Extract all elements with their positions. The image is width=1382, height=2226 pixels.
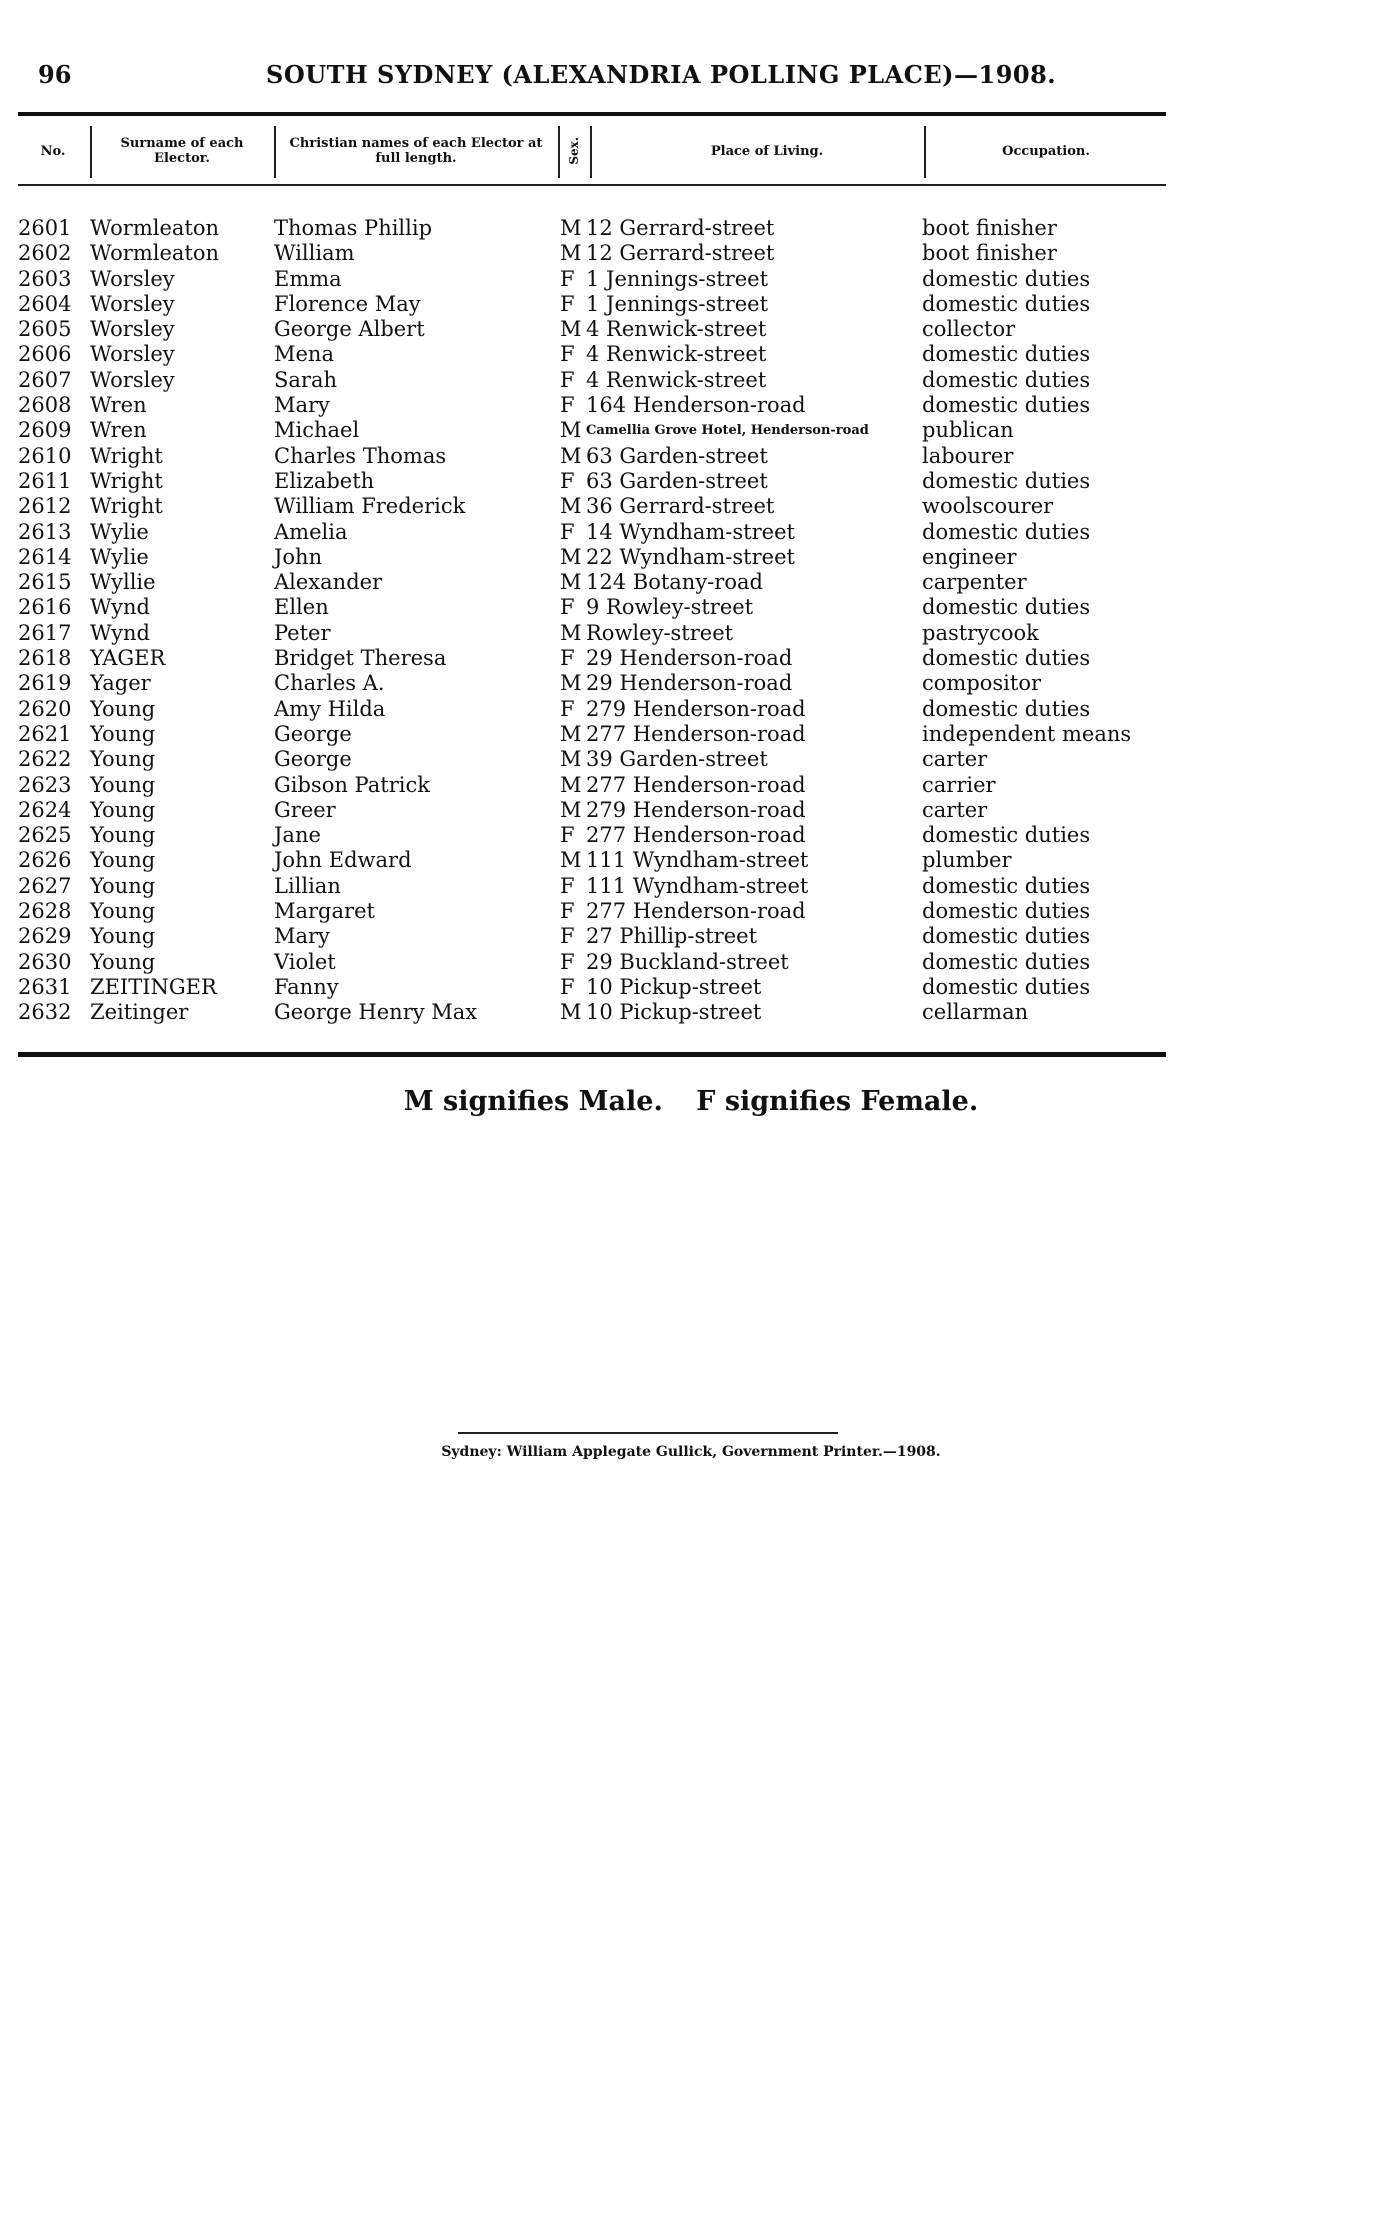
elector-sex: F — [560, 974, 575, 999]
elector-sex: M — [560, 241, 582, 266]
table-row — [18, 899, 1166, 924]
column-divider — [90, 126, 92, 178]
elector-place: 4 Renwick-street — [586, 367, 767, 392]
elector-place: 29 Buckland-street — [586, 949, 789, 974]
elector-sex: M — [560, 216, 582, 240]
table-row — [18, 342, 1166, 367]
elector-sex: F — [560, 595, 575, 620]
elector-surname: Wynd — [90, 595, 150, 620]
elector-occupation: domestic duties — [922, 873, 1091, 898]
table-row — [18, 520, 1166, 545]
elector-number: 2628 — [18, 899, 72, 924]
elector-number: 2630 — [18, 949, 72, 974]
table-row — [18, 950, 1166, 975]
elector-place: 39 Garden-street — [586, 747, 768, 772]
elector-sex: M — [560, 671, 582, 696]
elector-number: 2614 — [18, 544, 72, 569]
elector-given-names: Margaret — [274, 899, 375, 924]
elector-sex: F — [560, 367, 575, 392]
elector-place: 36 Gerrard-street — [586, 494, 775, 519]
elector-sex: M — [560, 1000, 582, 1025]
elector-number: 2613 — [18, 519, 72, 544]
elector-surname: Young — [90, 797, 156, 822]
elector-surname: Worsley — [90, 291, 175, 316]
elector-number: 2617 — [18, 620, 72, 645]
table-row — [18, 368, 1166, 393]
elector-place: Rowley-street — [586, 620, 734, 645]
elector-occupation: collector — [922, 317, 1016, 342]
elector-sex: F — [560, 646, 575, 671]
elector-given-names: Violet — [274, 949, 336, 974]
elector-occupation: domestic duties — [922, 949, 1091, 974]
table-row — [18, 975, 1166, 1000]
elector-occupation: labourer — [922, 443, 1014, 468]
elector-sex: F — [560, 468, 575, 493]
elector-surname: Young — [90, 873, 156, 898]
elector-given-names: Alexander — [274, 570, 383, 595]
elector-number: 2616 — [18, 595, 72, 620]
elector-sex: M — [560, 570, 582, 595]
elector-number: 2619 — [18, 671, 72, 696]
table-row — [18, 216, 1166, 241]
elector-surname: Young — [90, 747, 156, 772]
elector-place: 10 Pickup-street — [586, 974, 762, 999]
elector-number: 2601 — [18, 216, 72, 240]
elector-number: 2627 — [18, 873, 72, 898]
elector-occupation: domestic duties — [922, 696, 1091, 721]
elector-given-names: Jane — [274, 823, 321, 848]
elector-surname: ZEITINGER — [90, 974, 217, 999]
column-divider — [274, 126, 276, 178]
elector-place: 277 Henderson-road — [586, 721, 806, 746]
table-row — [18, 823, 1166, 848]
elector-number: 2615 — [18, 570, 72, 595]
elector-number: 2603 — [18, 266, 72, 291]
elector-sex: F — [560, 949, 575, 974]
elector-surname: Zeitinger — [90, 1000, 189, 1025]
elector-place: 124 Botany-road — [586, 570, 763, 595]
elector-surname: Wright — [90, 468, 163, 493]
elector-surname: Young — [90, 721, 156, 746]
elector-place: Camellia Grove Hotel, Henderson-road — [586, 423, 869, 439]
elector-sex: M — [560, 317, 582, 342]
table-row — [18, 267, 1166, 292]
printer-imprint: Sydney: William Applegate Gullick, Government Printer.—1908. — [441, 1444, 941, 1460]
elector-place: 277 Henderson-road — [586, 823, 806, 848]
elector-place: 63 Garden-street — [586, 468, 768, 493]
elector-number: 2622 — [18, 747, 72, 772]
elector-given-names: Greer — [274, 797, 336, 822]
table-row — [18, 545, 1166, 570]
elector-surname: Wyllie — [90, 570, 156, 595]
table-row — [18, 595, 1166, 620]
elector-occupation: engineer — [922, 544, 1017, 569]
elector-place: 111 Wyndham-street — [586, 848, 809, 873]
elector-surname: Wren — [90, 393, 147, 418]
elector-occupation: domestic duties — [922, 899, 1091, 924]
column-headers — [18, 120, 1166, 184]
elector-occupation: compositor — [922, 671, 1042, 696]
elector-number: 2606 — [18, 342, 72, 367]
elector-surname: Young — [90, 848, 156, 873]
elector-number: 2608 — [18, 393, 72, 418]
elector-number: 2605 — [18, 317, 72, 342]
elector-number: 2609 — [18, 418, 72, 443]
elector-place: 63 Garden-street — [586, 443, 768, 468]
elector-sex: M — [560, 418, 582, 443]
elector-surname: Wylie — [90, 544, 149, 569]
elector-number: 2626 — [18, 848, 72, 873]
elector-occupation: domestic duties — [922, 646, 1091, 671]
elector-given-names: Charles A. — [274, 671, 385, 696]
elector-place: 277 Henderson-road — [586, 899, 806, 924]
elector-surname: Worsley — [90, 367, 175, 392]
elector-surname: Worsley — [90, 266, 175, 291]
elector-occupation: domestic duties — [922, 291, 1091, 316]
header-given-names: Christian names of each Elector at full length. — [289, 136, 543, 166]
elector-surname: YAGER — [90, 646, 166, 671]
elector-list — [18, 216, 1166, 1026]
elector-occupation: plumber — [922, 848, 1012, 873]
elector-given-names: Mena — [274, 342, 334, 367]
elector-number: 2611 — [18, 468, 72, 493]
table-row — [18, 444, 1166, 469]
elector-place: 1 Jennings-street — [586, 291, 769, 316]
elector-given-names: Peter — [274, 620, 331, 645]
elector-place: 12 Gerrard-street — [586, 216, 775, 240]
elector-sex: M — [560, 443, 582, 468]
column-divider — [590, 126, 592, 178]
legend-male: M signifies Male. — [403, 1086, 663, 1117]
elector-occupation: domestic duties — [922, 924, 1091, 949]
elector-place: 29 Henderson-road — [586, 646, 793, 671]
table-row — [18, 848, 1166, 873]
elector-place: 111 Wyndham-street — [586, 873, 809, 898]
table-row — [18, 1000, 1166, 1025]
elector-number: 2602 — [18, 241, 72, 266]
elector-place: 279 Henderson-road — [586, 696, 806, 721]
elector-surname: Young — [90, 772, 156, 797]
elector-surname: Young — [90, 823, 156, 848]
elector-occupation: domestic duties — [922, 974, 1091, 999]
page-number: 96 — [38, 60, 72, 89]
elector-place: 279 Henderson-road — [586, 797, 806, 822]
bottom-rule — [18, 1052, 1166, 1057]
elector-sex: M — [560, 848, 582, 873]
table-row — [18, 747, 1166, 772]
elector-sex: F — [560, 266, 575, 291]
elector-occupation: independent means — [922, 721, 1132, 746]
elector-occupation: carrier — [922, 772, 996, 797]
elector-number: 2623 — [18, 772, 72, 797]
elector-occupation: domestic duties — [922, 519, 1091, 544]
elector-surname: Worsley — [90, 317, 175, 342]
elector-given-names: Fanny — [274, 974, 339, 999]
elector-number: 2620 — [18, 696, 72, 721]
table-row — [18, 393, 1166, 418]
elector-sex: F — [560, 899, 575, 924]
elector-given-names: Michael — [274, 418, 360, 443]
elector-sex: M — [560, 721, 582, 746]
elector-given-names: George — [274, 721, 352, 746]
elector-surname: Young — [90, 949, 156, 974]
elector-place: 10 Pickup-street — [586, 1000, 762, 1025]
elector-given-names: George Henry Max — [274, 1000, 478, 1025]
table-row — [18, 494, 1166, 519]
elector-number: 2610 — [18, 443, 72, 468]
top-rule — [18, 112, 1166, 116]
elector-occupation: carpenter — [922, 570, 1027, 595]
header-surname: Surname of each Elector. — [120, 136, 244, 166]
elector-sex: F — [560, 393, 575, 418]
elector-sex: F — [560, 342, 575, 367]
elector-surname: Wylie — [90, 519, 149, 544]
header-occupation: Occupation. — [1002, 143, 1090, 159]
imprint-rule — [458, 1432, 838, 1434]
elector-given-names: Mary — [274, 924, 330, 949]
elector-given-names: Amelia — [274, 519, 348, 544]
elector-number: 2618 — [18, 646, 72, 671]
table-row — [18, 697, 1166, 722]
elector-occupation: carter — [922, 797, 988, 822]
elector-given-names: Ellen — [274, 595, 329, 620]
elector-surname: Wren — [90, 418, 147, 443]
elector-place: 277 Henderson-road — [586, 772, 806, 797]
elector-sex: M — [560, 544, 582, 569]
table-row — [18, 621, 1166, 646]
column-divider — [924, 126, 926, 178]
elector-surname: Wright — [90, 443, 163, 468]
table-row — [18, 646, 1166, 671]
elector-surname: Wormleaton — [90, 216, 220, 240]
elector-occupation: domestic duties — [922, 823, 1091, 848]
elector-occupation: domestic duties — [922, 342, 1091, 367]
elector-occupation: cellarman — [922, 1000, 1029, 1025]
elector-given-names: Sarah — [274, 367, 337, 392]
elector-given-names: Charles Thomas — [274, 443, 447, 468]
page-header — [18, 52, 1178, 92]
elector-place: 164 Henderson-road — [586, 393, 806, 418]
elector-place: 4 Renwick-street — [586, 342, 767, 367]
elector-given-names: John — [274, 544, 323, 569]
elector-place: 9 Rowley-street — [586, 595, 754, 620]
elector-place: 12 Gerrard-street — [586, 241, 775, 266]
elector-occupation: domestic duties — [922, 266, 1091, 291]
elector-occupation: boot finisher — [922, 241, 1057, 266]
elector-given-names: Thomas Phillip — [274, 216, 433, 240]
elector-occupation: boot finisher — [922, 216, 1057, 240]
elector-number: 2612 — [18, 494, 72, 519]
sex-legend — [0, 1086, 1382, 1117]
elector-number: 2629 — [18, 924, 72, 949]
elector-occupation: pastrycook — [922, 620, 1039, 645]
elector-surname: Wynd — [90, 620, 150, 645]
elector-sex: F — [560, 519, 575, 544]
elector-sex: M — [560, 494, 582, 519]
table-row — [18, 469, 1166, 494]
elector-given-names: William — [274, 241, 355, 266]
elector-place: 1 Jennings-street — [586, 266, 769, 291]
table-row — [18, 671, 1166, 696]
elector-sex: M — [560, 797, 582, 822]
elector-number: 2624 — [18, 797, 72, 822]
table-row — [18, 773, 1166, 798]
elector-sex: F — [560, 924, 575, 949]
elector-number: 2631 — [18, 974, 72, 999]
elector-place: 29 Henderson-road — [586, 671, 793, 696]
elector-number: 2632 — [18, 1000, 72, 1025]
elector-given-names: Mary — [274, 393, 330, 418]
elector-occupation: publican — [922, 418, 1014, 443]
elector-given-names: Gibson Patrick — [274, 772, 430, 797]
elector-number: 2625 — [18, 823, 72, 848]
elector-given-names: Emma — [274, 266, 342, 291]
header-sex-cell — [560, 120, 588, 182]
elector-number: 2621 — [18, 721, 72, 746]
elector-sex: M — [560, 772, 582, 797]
elector-given-names: Amy Hilda — [274, 696, 386, 721]
elector-sex: M — [560, 747, 582, 772]
elector-sex: F — [560, 873, 575, 898]
elector-place: 14 Wyndham-street — [586, 519, 795, 544]
elector-occupation: domestic duties — [922, 468, 1091, 493]
elector-given-names: Bridget Theresa — [274, 646, 447, 671]
table-row — [18, 418, 1166, 443]
elector-occupation: domestic duties — [922, 367, 1091, 392]
header-place: Place of Living. — [710, 143, 824, 159]
elector-place: 27 Phillip-street — [586, 924, 758, 949]
elector-given-names: George — [274, 747, 352, 772]
table-row — [18, 798, 1166, 823]
elector-surname: Wormleaton — [90, 241, 220, 266]
table-row — [18, 241, 1166, 266]
elector-occupation: carter — [922, 747, 988, 772]
header-sex: Sex. — [566, 137, 581, 165]
table-row — [18, 317, 1166, 342]
elector-given-names: William Frederick — [274, 494, 466, 519]
elector-sex: F — [560, 291, 575, 316]
table-row — [18, 570, 1166, 595]
elector-occupation: domestic duties — [922, 393, 1091, 418]
elector-surname: Yager — [90, 671, 151, 696]
page-title: SOUTH SYDNEY (ALEXANDRIA POLLING PLACE)—1908. — [266, 60, 1057, 89]
table-row — [18, 924, 1166, 949]
table-row — [18, 722, 1166, 747]
elector-place: 22 Wyndham-street — [586, 544, 795, 569]
elector-place: 4 Renwick-street — [586, 317, 767, 342]
elector-sex: F — [560, 696, 575, 721]
elector-sex: F — [560, 823, 575, 848]
table-row — [18, 874, 1166, 899]
elector-number: 2607 — [18, 367, 72, 392]
elector-occupation: woolscourer — [922, 494, 1054, 519]
header-no: No. — [40, 143, 66, 159]
elector-occupation: domestic duties — [922, 595, 1091, 620]
elector-sex: M — [560, 620, 582, 645]
header-rule — [18, 184, 1166, 186]
elector-surname: Young — [90, 899, 156, 924]
elector-surname: Worsley — [90, 342, 175, 367]
elector-given-names: Elizabeth — [274, 468, 375, 493]
legend-female: F signifies Female. — [696, 1086, 979, 1117]
elector-surname: Young — [90, 696, 156, 721]
elector-given-names: John Edward — [274, 848, 412, 873]
elector-number: 2604 — [18, 291, 72, 316]
elector-surname: Young — [90, 924, 156, 949]
table-row — [18, 292, 1166, 317]
elector-given-names: Lillian — [274, 873, 341, 898]
elector-surname: Wright — [90, 494, 163, 519]
elector-given-names: George Albert — [274, 317, 425, 342]
elector-given-names: Florence May — [274, 291, 421, 316]
